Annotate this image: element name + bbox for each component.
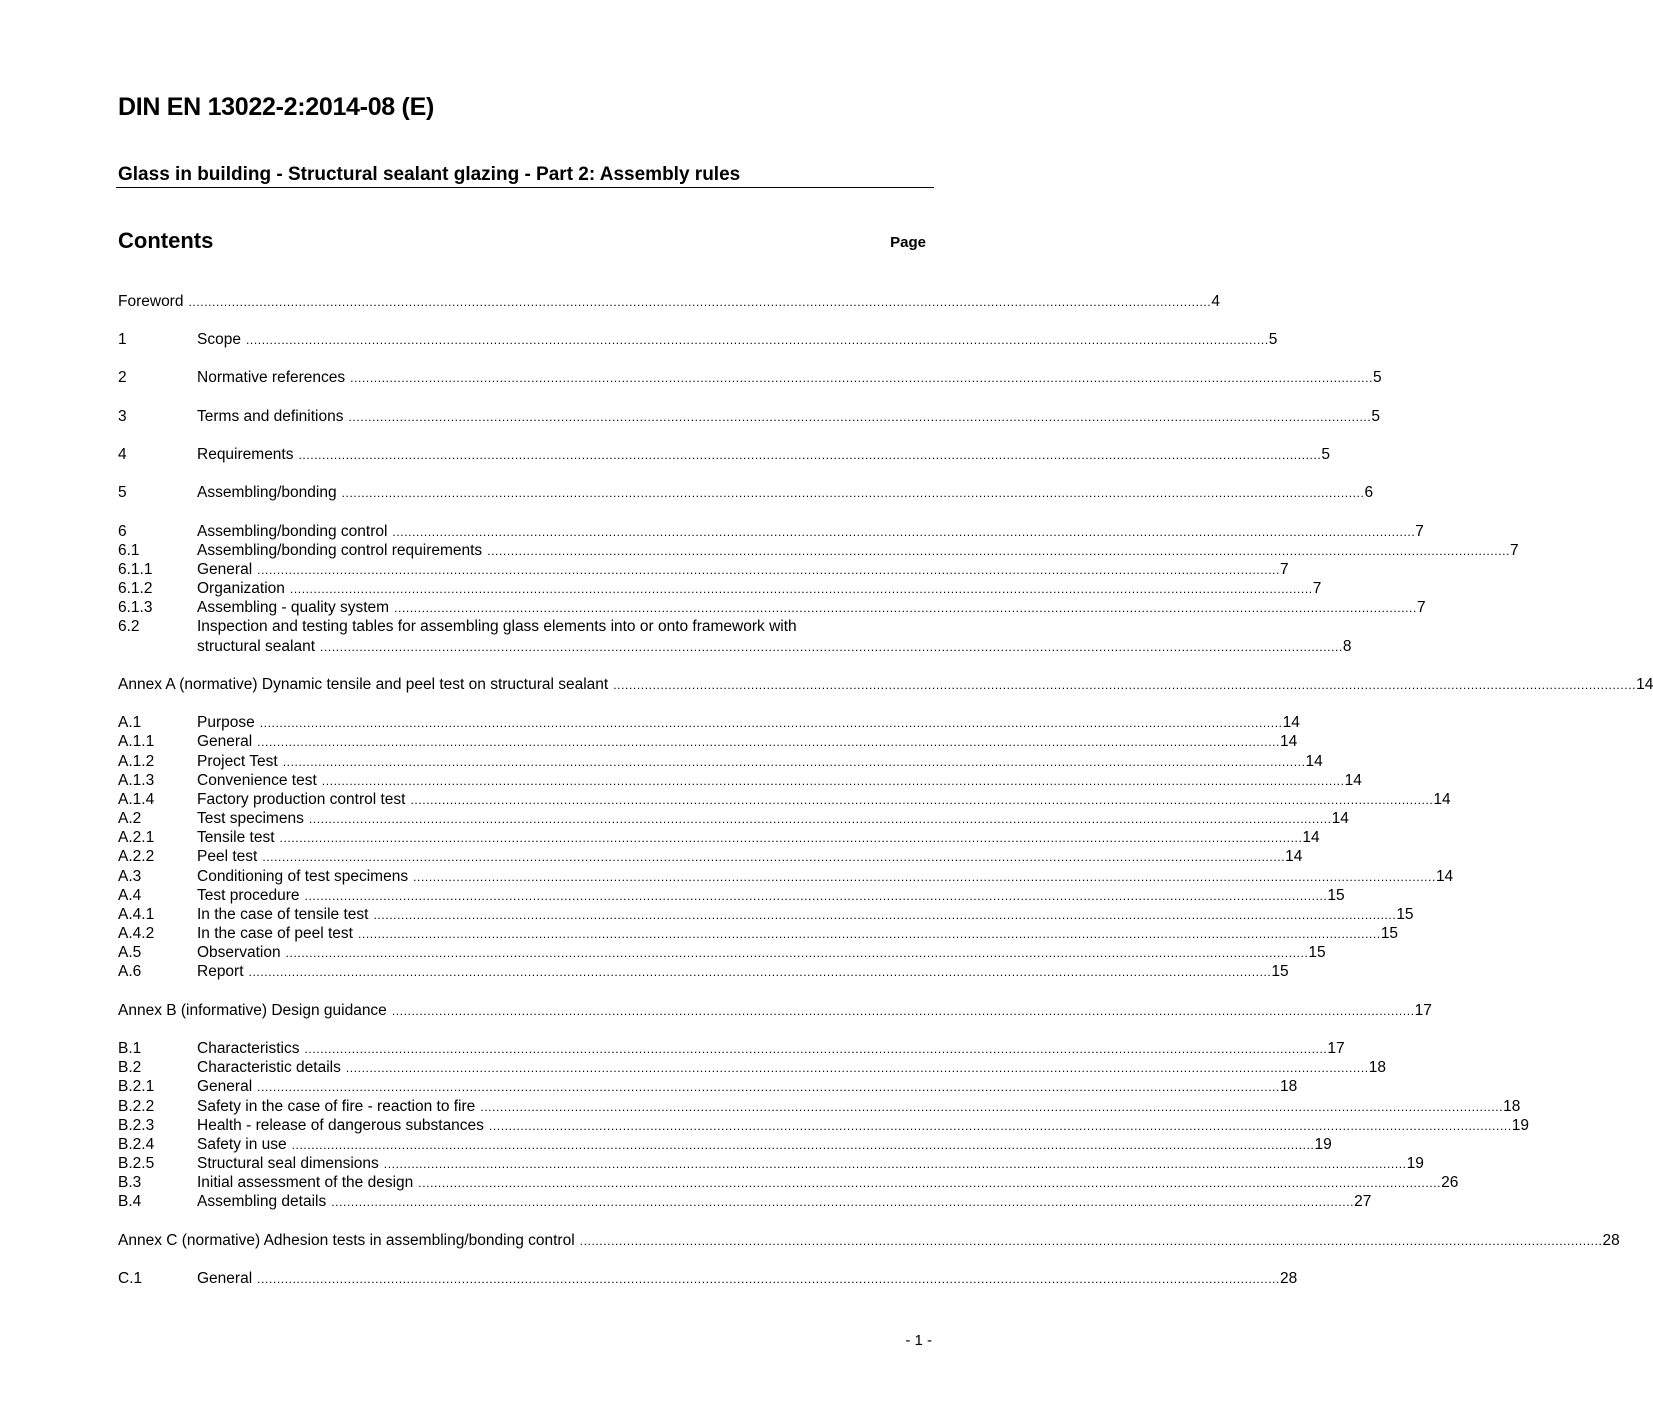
toc-entry[interactable] xyxy=(118,771,1362,791)
toc-number: 6.1.2 xyxy=(118,580,153,597)
toc-number: B.2.3 xyxy=(118,1117,155,1134)
dot-leader: .................................................................................................................................................................................................................................................................... xyxy=(488,1119,1512,1133)
toc-label: Requirements xyxy=(197,446,294,463)
toc-number: A.2.2 xyxy=(118,848,155,865)
toc-entry[interactable] xyxy=(118,598,1426,618)
toc-entry[interactable] xyxy=(118,560,1289,580)
toc-page: 28 xyxy=(1602,1232,1620,1249)
toc-page: 5 xyxy=(1373,369,1382,386)
toc-page: 14 xyxy=(1344,772,1362,789)
toc-page: 14 xyxy=(1282,714,1300,731)
toc-label: Safety in use xyxy=(197,1136,287,1153)
dot-leader: .................................................................................................................................................................................................................................................................... xyxy=(480,1100,1504,1114)
toc-entry[interactable] xyxy=(118,407,1380,427)
toc-entry[interactable] xyxy=(118,368,1382,388)
toc-label: General xyxy=(197,1078,253,1095)
toc-number: 6.1 xyxy=(118,542,140,559)
toc-entry[interactable] xyxy=(118,1116,1530,1136)
dot-leader: .................................................................................................................................................................................................................................................................... xyxy=(350,371,1374,385)
toc-page: 18 xyxy=(1503,1098,1521,1115)
toc-page: 14 xyxy=(1280,733,1298,750)
title-rule xyxy=(116,187,934,188)
toc-page: 27 xyxy=(1354,1193,1372,1210)
toc-entry[interactable] xyxy=(118,1192,1372,1212)
toc-entry[interactable] xyxy=(118,905,1414,925)
toc-entry[interactable] xyxy=(118,924,1399,944)
dot-leader: .................................................................................................................................................................................................................................................................... xyxy=(304,1042,1328,1056)
dot-leader: .................................................................................................................................................................................................................................................................... xyxy=(188,295,1212,309)
dot-leader: .................................................................................................................................................................................................................................................................... xyxy=(487,544,1511,558)
page-number-footer: - 1 - xyxy=(905,1332,932,1349)
toc-page: 5 xyxy=(1321,446,1330,463)
toc-label: General xyxy=(197,1270,253,1287)
toc-number: A.1.2 xyxy=(118,753,155,770)
toc-page: 18 xyxy=(1280,1078,1298,1095)
toc-label: Purpose xyxy=(197,714,255,731)
dot-leader: .................................................................................................................................................................................................................................................................... xyxy=(394,601,1417,615)
dot-leader: .................................................................................................................................................................................................................................................................... xyxy=(257,1080,1280,1094)
toc-page: 14 xyxy=(1636,676,1653,693)
toc-entry[interactable] xyxy=(118,809,1349,829)
toc-label: In the case of tensile test xyxy=(197,906,369,923)
toc-entry[interactable] xyxy=(118,445,1330,465)
toc-entry[interactable] xyxy=(118,886,1345,906)
toc-number: 6 xyxy=(118,523,127,540)
toc-page: 17 xyxy=(1327,1040,1345,1057)
toc-number: A.1.1 xyxy=(118,733,155,750)
toc-entry[interactable] xyxy=(118,522,1424,542)
toc-number: A.6 xyxy=(118,963,142,980)
toc-page: 15 xyxy=(1380,925,1399,942)
toc-label: Organization xyxy=(197,580,285,597)
toc-entry[interactable] xyxy=(118,1173,1459,1193)
toc-label: Convenience test xyxy=(197,772,317,789)
toc-number: B.3 xyxy=(118,1174,142,1191)
dot-leader: .................................................................................................................................................................................................................................................................... xyxy=(348,410,1372,424)
dot-leader: .................................................................................................................................................................................................................................................................... xyxy=(248,965,1272,979)
dot-leader: .................................................................................................................................................................................................................................................................... xyxy=(392,525,1416,539)
dot-leader: .................................................................................................................................................................................................................................................................... xyxy=(257,735,1280,749)
toc-number: 5 xyxy=(118,484,127,501)
toc-page: 19 xyxy=(1511,1117,1530,1134)
toc-label: Peel test xyxy=(197,848,258,865)
dot-leader: .................................................................................................................................................................................................................................................................... xyxy=(579,1234,1603,1248)
toc-number: A.1.4 xyxy=(118,791,155,808)
toc-entry[interactable] xyxy=(118,579,1322,599)
dot-leader: .................................................................................................................................................................................................................................................................... xyxy=(257,563,1280,577)
toc-entry[interactable] xyxy=(118,483,1374,503)
toc-page: 15 xyxy=(1271,963,1289,980)
toc-page: 8 xyxy=(1342,638,1352,655)
dot-leader: .................................................................................................................................................................................................................................................................... xyxy=(391,1004,1415,1018)
toc-entry[interactable] xyxy=(118,1154,1424,1174)
toc-number: 3 xyxy=(118,408,127,425)
dot-leader: .................................................................................................................................................................................................................................................................... xyxy=(357,927,1381,941)
toc-number: B.2.4 xyxy=(118,1136,155,1153)
toc-label: Foreword xyxy=(118,293,184,310)
toc-label: Assembling/bonding control requirements xyxy=(197,542,483,559)
toc-number: 1 xyxy=(118,331,127,348)
toc-label: Scope xyxy=(197,331,241,348)
toc-label: Report xyxy=(197,963,244,980)
dot-leader: .................................................................................................................................................................................................................................................................... xyxy=(373,908,1397,922)
toc-page: 7 xyxy=(1416,599,1426,616)
toc-number: B.2 xyxy=(118,1059,142,1076)
toc-page: 14 xyxy=(1302,829,1320,846)
toc-entry-continuation[interactable] xyxy=(118,637,1352,657)
document-id: DIN EN 13022-2:2014-08 (E) xyxy=(118,93,434,121)
toc-label: Characteristics xyxy=(197,1040,300,1057)
toc-entry[interactable] xyxy=(118,867,1454,887)
dot-leader: .................................................................................................................................................................................................................................................................... xyxy=(418,1176,1442,1190)
dot-leader: .................................................................................................................................................................................................................................................................... xyxy=(341,486,1365,500)
toc-page: 7 xyxy=(1280,561,1289,578)
toc-label: Observation xyxy=(197,944,281,961)
toc-page: 7 xyxy=(1510,542,1519,559)
dot-leader: .................................................................................................................................................................................................................................................................... xyxy=(383,1157,1407,1171)
toc-entry-foreword[interactable] xyxy=(118,292,1220,312)
toc-number: 2 xyxy=(118,369,127,386)
toc-label: Normative references xyxy=(197,369,346,386)
toc-entry[interactable] xyxy=(118,1077,1298,1097)
toc-entry[interactable] xyxy=(118,790,1451,810)
toc-number: B.2.1 xyxy=(118,1078,155,1095)
toc-entry[interactable] xyxy=(118,828,1320,848)
toc-entry-annex-a[interactable] xyxy=(118,675,1653,695)
toc-label: Structural seal dimensions xyxy=(197,1155,379,1172)
toc-number: 6.1.3 xyxy=(118,599,153,616)
dot-leader: .................................................................................................................................................................................................................................................................... xyxy=(298,448,1322,462)
toc-entry[interactable] xyxy=(118,1039,1345,1059)
toc-label: Inspection and testing tables for assembling glass elements into or onto framework with xyxy=(197,618,797,635)
dot-leader: .................................................................................................................................................................................................................................................................... xyxy=(321,774,1345,788)
toc-page: 14 xyxy=(1285,848,1303,865)
dot-leader: .................................................................................................................................................................................................................................................................... xyxy=(413,870,1436,884)
toc-number: C.1 xyxy=(118,1270,143,1287)
toc-number: A.5 xyxy=(118,944,142,961)
toc-label: Characteristic details xyxy=(197,1059,341,1076)
toc-label: Project Test xyxy=(197,753,278,770)
toc-number: 4 xyxy=(118,446,127,463)
toc-entry[interactable] xyxy=(118,732,1298,752)
toc-entry[interactable] xyxy=(118,962,1289,982)
toc-label: Annex C (normative) Adhesion tests in assembling/bonding control xyxy=(118,1232,575,1249)
toc-page: 17 xyxy=(1414,1002,1432,1019)
toc-entry[interactable] xyxy=(118,1097,1521,1117)
toc-entry[interactable] xyxy=(118,541,1519,561)
toc-label: Safety in the case of fire - reaction to fire xyxy=(197,1098,476,1115)
toc-page: 14 xyxy=(1331,810,1349,827)
toc-page: 5 xyxy=(1371,408,1380,425)
toc-number: A.2 xyxy=(118,810,142,827)
toc-entry[interactable] xyxy=(118,1058,1386,1078)
toc-label: Assembling/bonding xyxy=(197,484,337,501)
toc-label: structural sealant xyxy=(197,638,316,655)
toc-number: B.1 xyxy=(118,1040,142,1057)
toc-page: 28 xyxy=(1280,1270,1298,1287)
toc-page: 14 xyxy=(1433,791,1451,808)
toc-label: Assembling - quality system xyxy=(197,599,390,616)
toc-label: In the case of peel test xyxy=(197,925,353,942)
toc-page: 7 xyxy=(1312,580,1322,597)
toc-label: Conditioning of test specimens xyxy=(197,868,409,885)
toc-entry[interactable] xyxy=(118,847,1303,867)
dot-leader: .................................................................................................................................................................................................................................................................... xyxy=(345,1061,1369,1075)
toc-label: Assembling details xyxy=(197,1193,327,1210)
dot-leader: .................................................................................................................................................................................................................................................................... xyxy=(308,812,1332,826)
toc-label: Assembling/bonding control xyxy=(197,523,388,540)
toc-label: Test specimens xyxy=(197,810,304,827)
toc-number: A.1.3 xyxy=(118,772,155,789)
toc-page: 5 xyxy=(1268,331,1278,348)
toc-page: 4 xyxy=(1211,293,1220,310)
contents-heading: Contents xyxy=(118,228,214,253)
toc-page: 6 xyxy=(1364,484,1374,501)
toc-label: General xyxy=(197,733,253,750)
toc-entry[interactable] xyxy=(118,330,1278,350)
toc-label: Factory production control test xyxy=(197,791,406,808)
toc-entry[interactable] xyxy=(118,943,1326,963)
toc-number: A.4.2 xyxy=(118,925,155,942)
toc-label: Initial assessment of the design xyxy=(197,1174,414,1191)
toc-entry[interactable] xyxy=(118,617,920,637)
toc-label: Test procedure xyxy=(197,887,300,904)
dot-leader: .................................................................................................................................................................................................................................................................... xyxy=(282,755,1306,769)
dot-leader: .................................................................................................................................................................................................................................................................... xyxy=(320,640,1343,654)
dot-leader: .................................................................................................................................................................................................................................................................... xyxy=(285,946,1309,960)
document-title: Glass in building - Structural sealant glazing - Part 2: Assembly rules xyxy=(118,164,741,185)
toc-entry[interactable] xyxy=(118,752,1323,772)
toc-number: 6.2 xyxy=(118,618,140,635)
dot-leader: .................................................................................................................................................................................................................................................................... xyxy=(245,333,1269,347)
toc-number: A.2.1 xyxy=(118,829,155,846)
dot-leader: .................................................................................................................................................................................................................................................................... xyxy=(257,1272,1280,1286)
toc-page: 14 xyxy=(1435,868,1454,885)
toc-number: B.2.5 xyxy=(118,1155,155,1172)
dot-leader: .................................................................................................................................................................................................................................................................... xyxy=(262,850,1286,864)
dot-leader: .................................................................................................................................................................................................................................................................... xyxy=(291,1138,1315,1152)
dot-leader: .................................................................................................................................................................................................................................................................... xyxy=(410,793,1434,807)
toc-page: 19 xyxy=(1314,1136,1332,1153)
toc-label: Annex B (informative) Design guidance xyxy=(118,1002,387,1019)
toc-number: A.4.1 xyxy=(118,906,155,923)
toc-entry-annex-b[interactable] xyxy=(118,1001,1432,1021)
page-column-heading: Page xyxy=(890,234,926,251)
toc-page: 26 xyxy=(1441,1174,1459,1191)
toc-entry[interactable] xyxy=(118,713,1300,733)
toc-label: Annex A (normative) Dynamic tensile and peel test on structural sealant xyxy=(118,676,609,693)
dot-leader: .................................................................................................................................................................................................................................................................... xyxy=(279,831,1303,845)
toc-label: Tensile test xyxy=(197,829,275,846)
toc-number: A.3 xyxy=(118,868,142,885)
toc-number: 6.1.1 xyxy=(118,561,153,578)
toc-number: B.2.2 xyxy=(118,1098,155,1115)
toc-page: 15 xyxy=(1308,944,1326,961)
dot-leader: .................................................................................................................................................................................................................................................................... xyxy=(331,1195,1355,1209)
toc-number: B.4 xyxy=(118,1193,142,1210)
toc-page: 15 xyxy=(1396,906,1414,923)
toc-page: 15 xyxy=(1327,887,1345,904)
toc-page: 18 xyxy=(1368,1059,1386,1076)
dot-leader: .................................................................................................................................................................................................................................................................... xyxy=(613,678,1637,692)
dot-leader: .................................................................................................................................................................................................................................................................... xyxy=(289,582,1313,596)
toc-entry-annex-c[interactable] xyxy=(118,1231,1620,1251)
dot-leader: .................................................................................................................................................................................................................................................................... xyxy=(259,716,1283,730)
toc-label: Health - release of dangerous substances xyxy=(197,1117,484,1134)
toc-page: 14 xyxy=(1305,753,1323,770)
toc-label: Terms and definitions xyxy=(197,408,344,425)
toc-entry[interactable] xyxy=(118,1269,1298,1289)
toc-entry[interactable] xyxy=(118,1135,1332,1155)
toc-number: A.4 xyxy=(118,887,142,904)
dot-leader: .................................................................................................................................................................................................................................................................... xyxy=(304,889,1328,903)
toc-page: 19 xyxy=(1406,1155,1424,1172)
toc-page: 7 xyxy=(1415,523,1424,540)
toc-number: A.1 xyxy=(118,714,142,731)
toc-label: General xyxy=(197,561,253,578)
